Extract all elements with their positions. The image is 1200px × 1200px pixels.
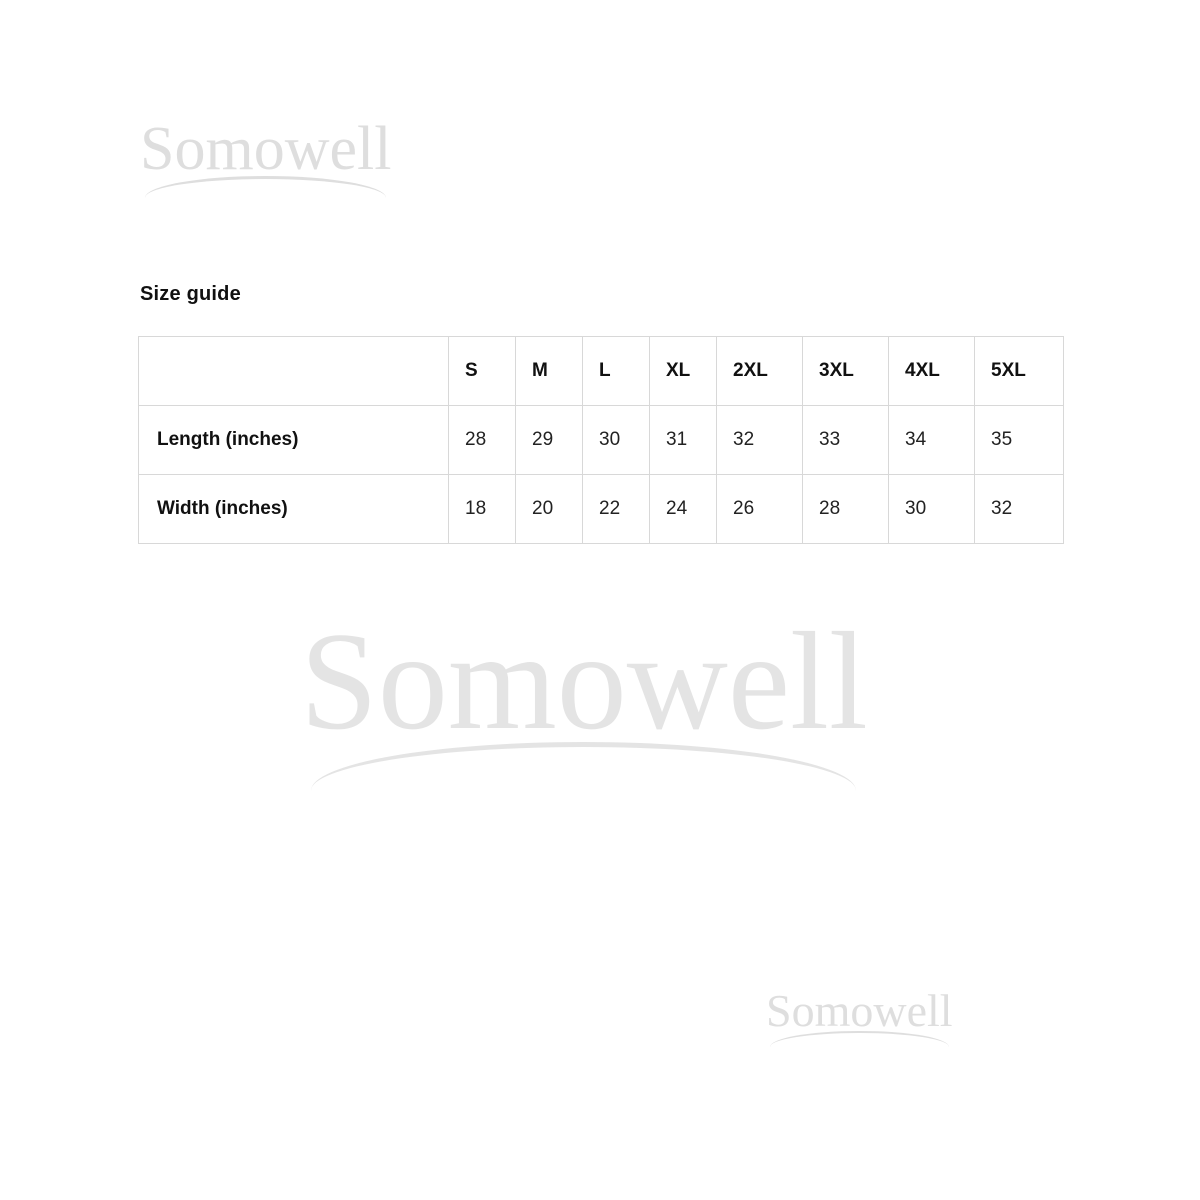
table-corner-cell — [139, 337, 449, 406]
table-body — [139, 406, 1064, 544]
watermark-logo-top — [140, 115, 392, 194]
watermark-swoosh-icon — [766, 1031, 953, 1045]
table-header-row — [139, 337, 1064, 406]
table-row — [139, 406, 1064, 475]
size-guide-table — [138, 336, 1064, 544]
watermark-logo-center — [300, 604, 868, 784]
column-header-3xl: 3XL — [803, 337, 889, 406]
cell-length-xl: 31 — [650, 406, 717, 475]
watermark-swoosh-icon — [300, 742, 868, 784]
column-header-xl: XL — [650, 337, 717, 406]
watermark-logo-bottom-text: Somowell — [766, 985, 953, 1036]
row-label-width: Width (inches) — [139, 475, 449, 544]
watermark-logo-top-text: Somowell — [140, 115, 392, 183]
watermark-logo-bottom — [766, 985, 953, 1045]
cell-length-4xl: 34 — [889, 406, 975, 475]
row-label-length: Length (inches) — [139, 406, 449, 475]
column-header-4xl: 4XL — [889, 337, 975, 406]
size-guide-section — [138, 283, 1063, 544]
cell-width-4xl: 30 — [889, 475, 975, 544]
table-header — [139, 337, 1064, 406]
column-header-s: S — [449, 337, 516, 406]
column-header-5xl: 5XL — [975, 337, 1064, 406]
watermark-swoosh-icon — [140, 176, 391, 195]
cell-width-l: 22 — [583, 475, 650, 544]
cell-width-2xl: 26 — [717, 475, 803, 544]
cell-length-l: 30 — [583, 406, 650, 475]
column-header-m: M — [516, 337, 583, 406]
watermark-logo-center-text: Somowell — [300, 604, 868, 759]
cell-width-m: 20 — [516, 475, 583, 544]
cell-length-3xl: 33 — [803, 406, 889, 475]
cell-length-s: 28 — [449, 406, 516, 475]
column-header-2xl: 2XL — [717, 337, 803, 406]
cell-length-m: 29 — [516, 406, 583, 475]
cell-length-5xl: 35 — [975, 406, 1064, 475]
cell-width-3xl: 28 — [803, 475, 889, 544]
cell-width-5xl: 32 — [975, 475, 1064, 544]
cell-width-s: 18 — [449, 475, 516, 544]
cell-width-xl: 24 — [650, 475, 717, 544]
column-header-l: L — [583, 337, 650, 406]
page-title: Size guide — [140, 283, 241, 305]
table-row — [139, 475, 1064, 544]
cell-length-2xl: 32 — [717, 406, 803, 475]
